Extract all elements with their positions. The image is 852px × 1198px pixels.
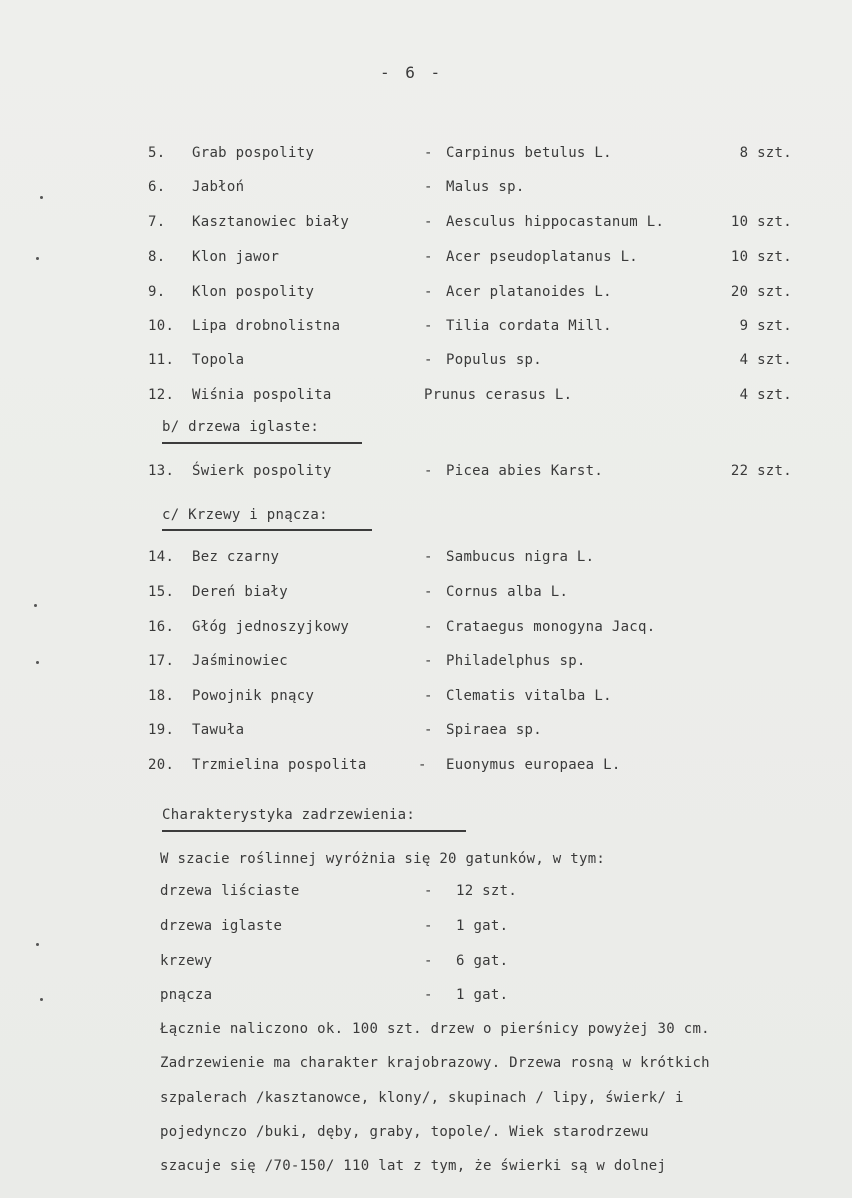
- row-dash: -: [424, 352, 433, 368]
- section-heading-characteristics: Charakterystyka zadrzewienia:: [162, 807, 416, 823]
- row-dash: -: [424, 584, 433, 600]
- summary-dash: -: [424, 918, 433, 934]
- row-dash: -: [424, 318, 433, 334]
- paragraph-line: szpalerach /kasztanowce, klony/, skupinach / lipy, świerk/ i: [160, 1090, 684, 1106]
- row-dash: -: [424, 179, 433, 195]
- row-dash: -: [424, 722, 433, 738]
- row-dash: -: [418, 757, 427, 773]
- species-count: 9 szt.: [739, 318, 792, 334]
- scan-speck: [34, 604, 37, 607]
- scan-speck: [36, 257, 39, 260]
- species-polish-name: Dereń biały: [192, 584, 289, 600]
- row-number: 16.: [148, 619, 175, 635]
- row-number: 15.: [148, 584, 175, 600]
- summary-value: 12 szt.: [456, 883, 518, 899]
- summary-label: pnącza: [160, 987, 213, 1003]
- species-latin-name: Malus sp.: [446, 179, 525, 195]
- species-latin-name: Tilia cordata Mill.: [446, 318, 612, 334]
- summary-label: drzewa liściaste: [160, 883, 300, 899]
- species-latin-name: Carpinus betulus L.: [446, 145, 612, 161]
- row-number: 8.: [148, 249, 166, 265]
- species-latin-name: Populus sp.: [446, 352, 543, 368]
- row-number: 19.: [148, 722, 175, 738]
- row-number: 7.: [148, 214, 166, 230]
- section-underline: [162, 529, 372, 531]
- species-latin-name: Sambucus nigra L.: [446, 549, 595, 565]
- page-number: - 6 -: [380, 63, 444, 82]
- species-polish-name: Lipa drobnolistna: [192, 318, 341, 334]
- species-count: 10 szt.: [730, 249, 792, 265]
- row-number: 14.: [148, 549, 175, 565]
- species-polish-name: Klon jawor: [192, 249, 280, 265]
- summary-dash: -: [424, 883, 433, 899]
- row-number: 17.: [148, 653, 175, 669]
- summary-dash: -: [424, 987, 433, 1003]
- row-dash: -: [424, 688, 433, 704]
- summary-label: drzewa iglaste: [160, 918, 283, 934]
- row-dash: -: [424, 214, 433, 230]
- row-dash: -: [424, 145, 433, 161]
- species-count: 4 szt.: [739, 387, 792, 403]
- species-count: 4 szt.: [739, 352, 792, 368]
- scan-speck: [40, 196, 43, 199]
- row-number: 10.: [148, 318, 175, 334]
- row-number: 6.: [148, 179, 166, 195]
- species-count: 20 szt.: [730, 284, 792, 300]
- summary-value: 6 gat.: [456, 953, 509, 969]
- species-latin-name: Euonymus europaea L.: [446, 757, 621, 773]
- row-dash: -: [424, 249, 433, 265]
- species-latin-name: Spiraea sp.: [446, 722, 543, 738]
- row-dash: -: [424, 549, 433, 565]
- section-heading-conifers: b/ drzewa iglaste:: [162, 419, 320, 435]
- species-latin-name: Prunus cerasus L.: [424, 387, 573, 403]
- row-number: 5.: [148, 145, 166, 161]
- paragraph-line: Łącznie naliczono ok. 100 szt. drzew o pierśnicy powyżej 30 cm.: [160, 1021, 710, 1037]
- summary-value: 1 gat.: [456, 918, 509, 934]
- species-polish-name: Głóg jednoszyjkowy: [192, 619, 350, 635]
- species-polish-name: Wiśnia pospolita: [192, 387, 332, 403]
- paragraph-line: Zadrzewienie ma charakter krajobrazowy. Drzewa rosną w krótkich: [160, 1055, 710, 1071]
- row-dash: -: [424, 284, 433, 300]
- row-number: 9.: [148, 284, 166, 300]
- species-polish-name: Powojnik pnący: [192, 688, 315, 704]
- species-polish-name: Świerk pospolity: [192, 463, 332, 479]
- species-latin-name: Cornus alba L.: [446, 584, 569, 600]
- row-number: 12.: [148, 387, 175, 403]
- row-number: 13.: [148, 463, 175, 479]
- scan-speck: [40, 998, 43, 1001]
- row-dash: -: [424, 653, 433, 669]
- species-latin-name: Aesculus hippocastanum L.: [446, 214, 665, 230]
- section-underline: [162, 830, 466, 832]
- row-dash: -: [424, 619, 433, 635]
- row-number: 20.: [148, 757, 175, 773]
- summary-value: 1 gat.: [456, 987, 509, 1003]
- intro-line: W szacie roślinnej wyróżnia się 20 gatunków, w tym:: [160, 851, 606, 867]
- row-number: 11.: [148, 352, 175, 368]
- section-heading-shrubs: c/ Krzewy i pnącza:: [162, 507, 328, 523]
- species-latin-name: Philadelphus sp.: [446, 653, 586, 669]
- species-polish-name: Bez czarny: [192, 549, 280, 565]
- paragraph-line: pojedynczo /buki, dęby, graby, topole/. Wiek starodrzewu: [160, 1124, 649, 1140]
- paragraph-line: szacuje się /70-150/ 110 lat z tym, że świerki są w dolnej: [160, 1158, 667, 1174]
- section-underline: [162, 442, 362, 444]
- row-dash: -: [424, 463, 433, 479]
- species-latin-name: Picea abies Karst.: [446, 463, 604, 479]
- species-polish-name: Jaśminowiec: [192, 653, 289, 669]
- species-count: 10 szt.: [730, 214, 792, 230]
- scan-speck: [36, 661, 39, 664]
- species-latin-name: Acer platanoides L.: [446, 284, 612, 300]
- species-polish-name: Tawuła: [192, 722, 245, 738]
- species-count: 22 szt.: [730, 463, 792, 479]
- species-polish-name: Grab pospolity: [192, 145, 315, 161]
- species-polish-name: Klon pospolity: [192, 284, 315, 300]
- species-latin-name: Acer pseudoplatanus L.: [446, 249, 639, 265]
- species-polish-name: Kasztanowiec biały: [192, 214, 350, 230]
- scan-speck: [36, 943, 39, 946]
- species-latin-name: Clematis vitalba L.: [446, 688, 612, 704]
- row-number: 18.: [148, 688, 175, 704]
- summary-dash: -: [424, 953, 433, 969]
- species-polish-name: Topola: [192, 352, 245, 368]
- species-latin-name: Crataegus monogyna Jacq.: [446, 619, 656, 635]
- summary-label: krzewy: [160, 953, 213, 969]
- species-count: 8 szt.: [739, 145, 792, 161]
- species-polish-name: Trzmielina pospolita: [192, 757, 367, 773]
- species-polish-name: Jabłoń: [192, 179, 245, 195]
